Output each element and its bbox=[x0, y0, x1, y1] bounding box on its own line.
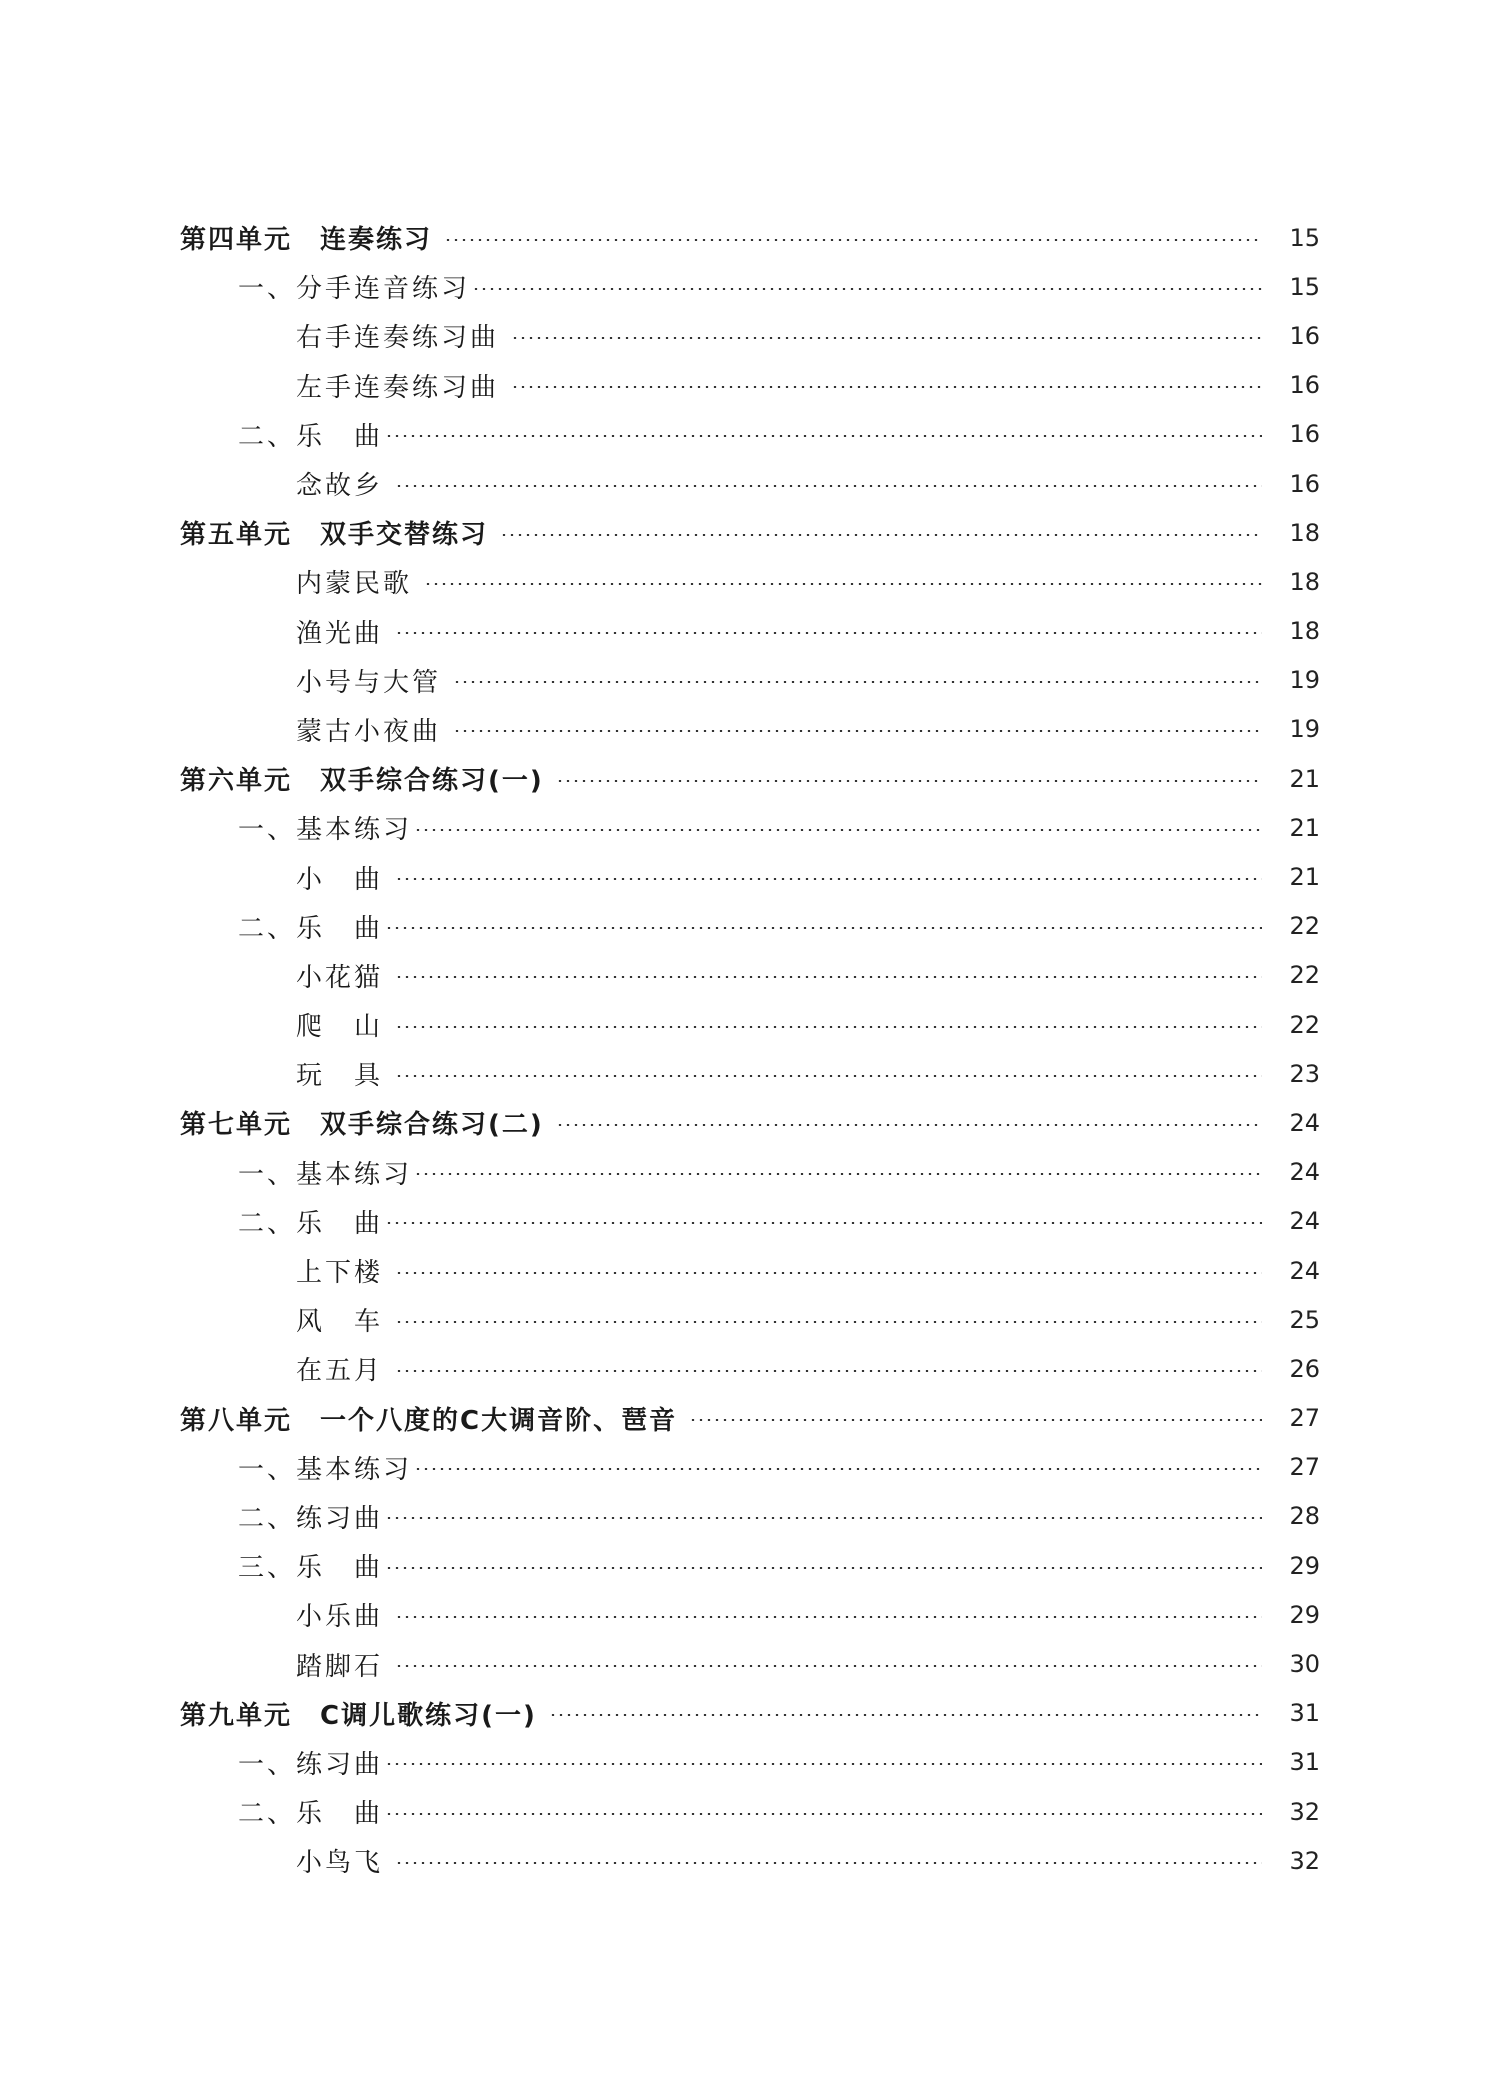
toc-piece-entry[interactable] bbox=[180, 557, 1320, 606]
toc-section-entry[interactable] bbox=[180, 262, 1320, 311]
toc-unit-entry[interactable] bbox=[180, 1689, 1320, 1738]
toc-entry-title: 一、分手连音练习 bbox=[238, 274, 471, 305]
toc-page-number: 19 bbox=[1289, 666, 1320, 695]
toc-page-number: 29 bbox=[1289, 1600, 1320, 1629]
toc-entry-title: 二、乐 曲 bbox=[238, 913, 384, 944]
toc-section-entry[interactable] bbox=[180, 902, 1320, 951]
toc-page-number: 31 bbox=[1289, 1699, 1320, 1728]
dot-leader bbox=[414, 829, 1262, 831]
toc-entry-title: 小 曲 bbox=[296, 864, 384, 895]
toc-page-number: 22 bbox=[1289, 961, 1320, 990]
toc-unit-entry[interactable] bbox=[180, 1394, 1320, 1443]
toc-piece-entry[interactable] bbox=[180, 361, 1320, 410]
toc-entry-title: 在五月 bbox=[296, 1356, 384, 1387]
dot-leader bbox=[385, 1517, 1262, 1519]
dot-leader bbox=[395, 878, 1262, 880]
toc-entry-title: 爬 山 bbox=[296, 1012, 384, 1043]
toc-entry-title: 一、基本练习 bbox=[238, 815, 413, 846]
dot-leader bbox=[395, 1075, 1262, 1077]
dot-leader bbox=[549, 1714, 1262, 1716]
dot-leader bbox=[424, 583, 1262, 585]
toc-page-number: 24 bbox=[1289, 1207, 1320, 1236]
toc-piece-entry[interactable] bbox=[180, 459, 1320, 508]
toc-section-entry[interactable] bbox=[180, 1541, 1320, 1590]
dot-leader bbox=[395, 1321, 1262, 1323]
toc-entry-title: 三、乐 曲 bbox=[238, 1553, 384, 1584]
toc-entry-title: 一、练习曲 bbox=[238, 1749, 384, 1780]
dot-leader bbox=[385, 1763, 1262, 1765]
dot-leader bbox=[453, 681, 1262, 683]
toc-piece-entry[interactable] bbox=[180, 1590, 1320, 1639]
dot-leader bbox=[414, 1468, 1262, 1470]
dot-leader bbox=[395, 1665, 1262, 1667]
toc-section-entry[interactable] bbox=[180, 1787, 1320, 1836]
toc-entry-title: 一、基本练习 bbox=[238, 1454, 413, 1485]
dot-leader bbox=[453, 730, 1262, 732]
table-of-contents bbox=[180, 213, 1320, 1885]
dot-leader bbox=[444, 239, 1262, 241]
toc-piece-entry[interactable] bbox=[180, 656, 1320, 705]
toc-entry-title: 小花猫 bbox=[296, 962, 384, 993]
dot-leader bbox=[395, 1370, 1262, 1372]
dot-leader bbox=[395, 1026, 1262, 1028]
toc-entry-title: 风 车 bbox=[296, 1307, 384, 1338]
toc-entry-title: 二、乐 曲 bbox=[238, 1208, 384, 1239]
toc-page-number: 15 bbox=[1289, 272, 1320, 301]
toc-entry-title: 右手连奏练习曲 bbox=[296, 323, 500, 354]
toc-page-number: 21 bbox=[1289, 863, 1320, 892]
dot-leader bbox=[395, 632, 1262, 634]
dot-leader bbox=[395, 1616, 1262, 1618]
dot-leader bbox=[385, 1567, 1262, 1569]
toc-entry-title: 玩 具 bbox=[296, 1061, 384, 1092]
toc-entry-title: 左手连奏练习曲 bbox=[296, 372, 500, 403]
dot-leader bbox=[385, 1222, 1262, 1224]
dot-leader bbox=[395, 976, 1262, 978]
toc-piece-entry[interactable] bbox=[180, 1049, 1320, 1098]
dot-leader bbox=[385, 1813, 1262, 1815]
toc-page-number: 21 bbox=[1289, 764, 1320, 793]
toc-section-entry[interactable] bbox=[180, 1492, 1320, 1541]
toc-entry-title: 内蒙民歌 bbox=[296, 569, 413, 600]
dot-leader bbox=[395, 1862, 1262, 1864]
toc-piece-entry[interactable] bbox=[180, 1000, 1320, 1049]
toc-piece-entry[interactable] bbox=[180, 311, 1320, 360]
toc-page-number: 23 bbox=[1289, 1059, 1320, 1088]
toc-page-number: 24 bbox=[1289, 1158, 1320, 1187]
toc-entry-title: 第九单元 C调儿歌练习(一) bbox=[180, 1700, 537, 1731]
toc-piece-entry[interactable] bbox=[180, 607, 1320, 656]
toc-page-number: 32 bbox=[1289, 1846, 1320, 1875]
dot-leader bbox=[385, 435, 1262, 437]
toc-piece-entry[interactable] bbox=[180, 1344, 1320, 1393]
toc-unit-entry[interactable] bbox=[180, 213, 1320, 262]
toc-entry-title: 第四单元 连奏练习 bbox=[180, 225, 433, 256]
toc-unit-entry[interactable] bbox=[180, 754, 1320, 803]
toc-page-number: 28 bbox=[1289, 1502, 1320, 1531]
toc-page-number: 24 bbox=[1289, 1108, 1320, 1137]
dot-leader bbox=[395, 1272, 1262, 1274]
toc-unit-entry[interactable] bbox=[180, 508, 1320, 557]
toc-unit-entry[interactable] bbox=[180, 1098, 1320, 1147]
toc-entry-title: 第七单元 双手综合练习(二) bbox=[180, 1110, 544, 1141]
toc-entry-title: 第五单元 双手交替练习 bbox=[180, 520, 489, 551]
dot-leader bbox=[414, 1173, 1262, 1175]
toc-page-number: 27 bbox=[1289, 1453, 1320, 1482]
toc-entry-title: 念故乡 bbox=[296, 471, 384, 502]
toc-page-number: 30 bbox=[1289, 1650, 1320, 1679]
toc-page-number: 18 bbox=[1289, 567, 1320, 596]
toc-page-number: 32 bbox=[1289, 1797, 1320, 1826]
toc-entry-title: 渔光曲 bbox=[296, 618, 384, 649]
dot-leader bbox=[500, 534, 1262, 536]
toc-page-number: 22 bbox=[1289, 912, 1320, 941]
toc-section-entry[interactable] bbox=[180, 1148, 1320, 1197]
toc-entry-title: 小乐曲 bbox=[296, 1602, 384, 1633]
toc-piece-entry[interactable] bbox=[180, 1836, 1320, 1885]
toc-entry-title: 第六单元 双手综合练习(一) bbox=[180, 766, 544, 797]
toc-piece-entry[interactable] bbox=[180, 1246, 1320, 1295]
toc-entry-title: 一、基本练习 bbox=[238, 1159, 413, 1190]
toc-entry-title: 二、练习曲 bbox=[238, 1503, 384, 1534]
toc-section-entry[interactable] bbox=[180, 1738, 1320, 1787]
toc-page-number: 16 bbox=[1289, 321, 1320, 350]
toc-entry-title: 蒙古小夜曲 bbox=[296, 716, 442, 747]
dot-leader bbox=[385, 927, 1262, 929]
toc-page-number: 19 bbox=[1289, 715, 1320, 744]
toc-page-number: 27 bbox=[1289, 1404, 1320, 1433]
toc-section-entry[interactable] bbox=[180, 1197, 1320, 1246]
dot-leader bbox=[556, 1124, 1262, 1126]
toc-page-number: 18 bbox=[1289, 617, 1320, 646]
toc-entry-title: 二、乐 曲 bbox=[238, 1799, 384, 1830]
toc-entry-title: 第八单元 一个八度的C大调音阶、琶音 bbox=[180, 1405, 678, 1436]
dot-leader bbox=[511, 337, 1262, 339]
dot-leader bbox=[689, 1419, 1262, 1421]
toc-section-entry[interactable] bbox=[180, 410, 1320, 459]
toc-piece-entry[interactable] bbox=[180, 1639, 1320, 1688]
toc-piece-entry[interactable] bbox=[180, 852, 1320, 901]
toc-piece-entry[interactable] bbox=[180, 951, 1320, 1000]
dot-leader bbox=[395, 485, 1262, 487]
toc-page-number: 18 bbox=[1289, 518, 1320, 547]
toc-page-number: 26 bbox=[1289, 1354, 1320, 1383]
toc-page-number: 16 bbox=[1289, 469, 1320, 498]
toc-entry-title: 二、乐 曲 bbox=[238, 421, 384, 452]
toc-page-number: 16 bbox=[1289, 371, 1320, 400]
toc-page-number: 31 bbox=[1289, 1748, 1320, 1777]
dot-leader bbox=[556, 780, 1262, 782]
toc-page-number: 22 bbox=[1289, 1010, 1320, 1039]
toc-page-number: 21 bbox=[1289, 813, 1320, 842]
toc-page-number: 24 bbox=[1289, 1256, 1320, 1285]
toc-piece-entry[interactable] bbox=[180, 705, 1320, 754]
toc-section-entry[interactable] bbox=[180, 1443, 1320, 1492]
toc-page-number: 16 bbox=[1289, 420, 1320, 449]
toc-entry-title: 小鸟飞 bbox=[296, 1848, 384, 1879]
toc-page-number: 25 bbox=[1289, 1305, 1320, 1334]
toc-entry-title: 踏脚石 bbox=[296, 1651, 384, 1682]
toc-piece-entry[interactable] bbox=[180, 1295, 1320, 1344]
toc-page-number: 15 bbox=[1289, 223, 1320, 252]
toc-entry-title: 小号与大管 bbox=[296, 667, 442, 698]
toc-page-number: 29 bbox=[1289, 1551, 1320, 1580]
dot-leader bbox=[511, 386, 1262, 388]
dot-leader bbox=[472, 288, 1262, 290]
toc-section-entry[interactable] bbox=[180, 803, 1320, 852]
toc-entry-title: 上下楼 bbox=[296, 1258, 384, 1289]
